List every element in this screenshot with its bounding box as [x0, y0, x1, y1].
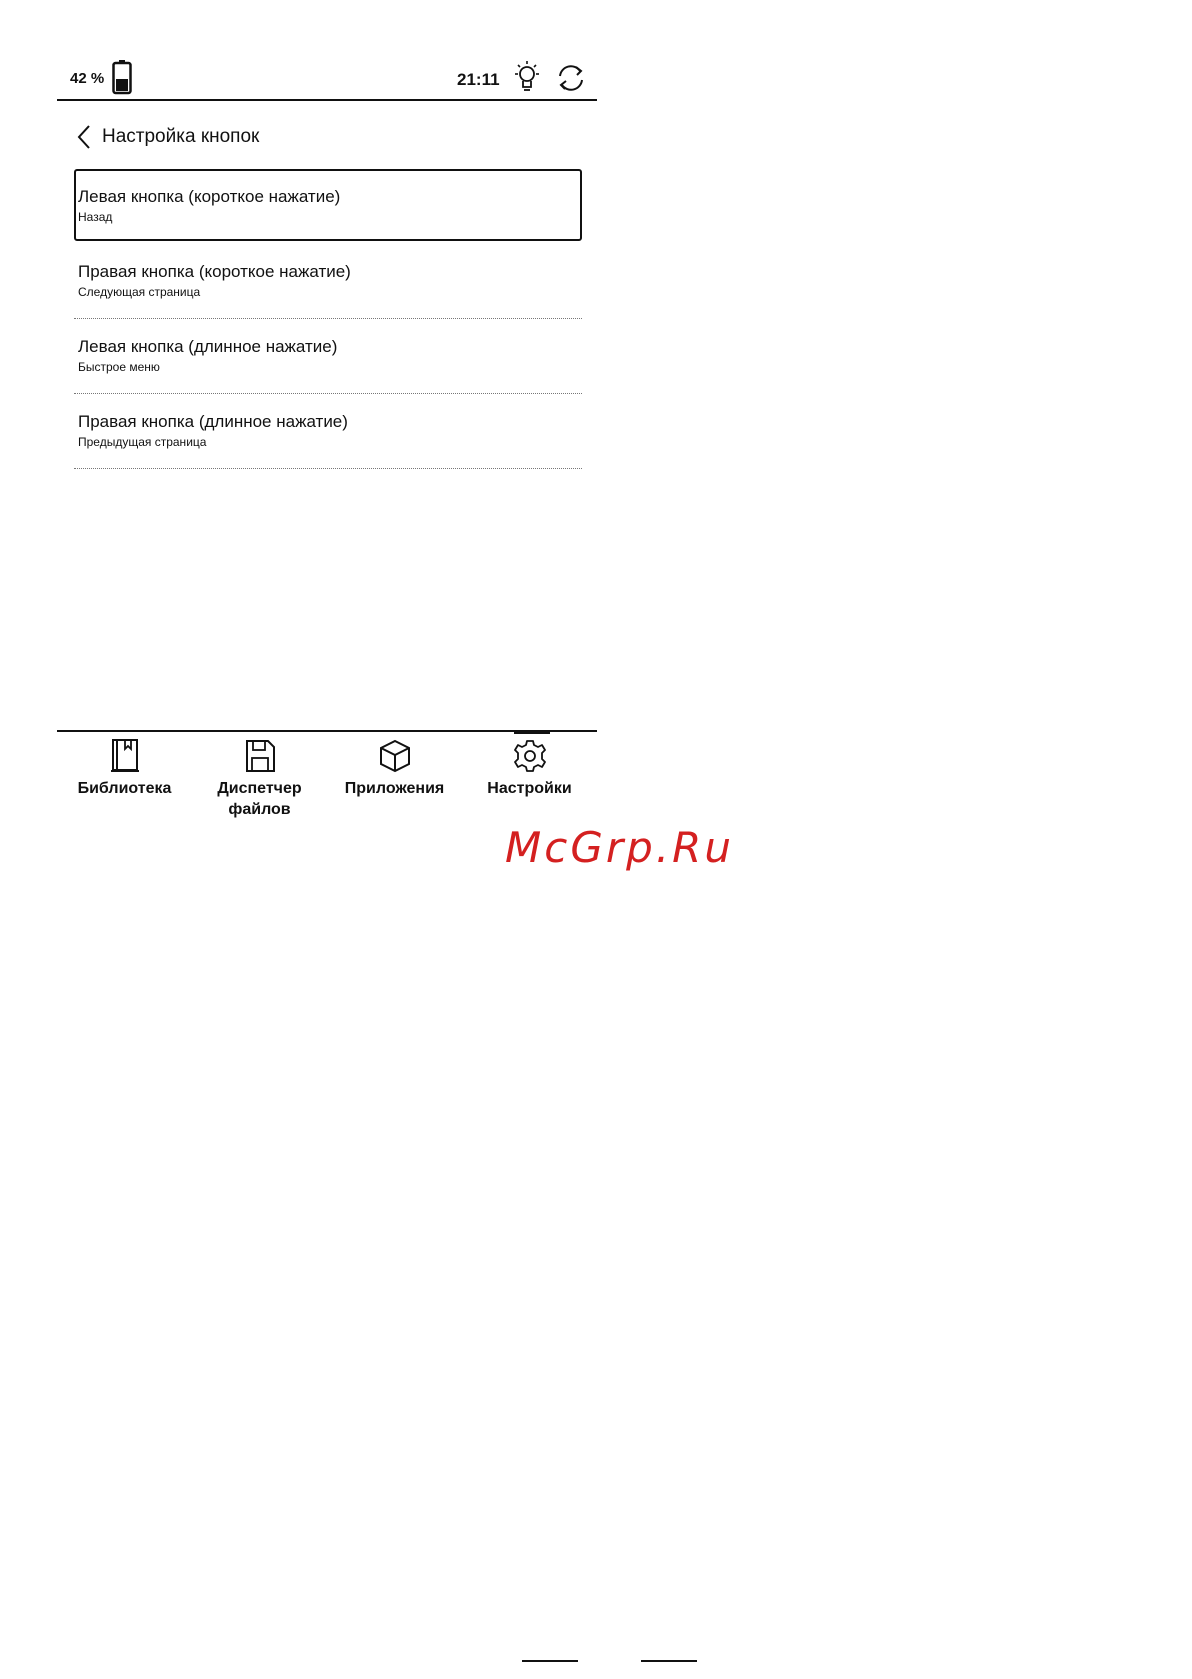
- list-item-value: Предыдущая страница: [78, 435, 207, 449]
- status-divider: [57, 99, 597, 101]
- nav-label: Диспетчер файлов: [217, 780, 302, 818]
- sync-icon[interactable]: [555, 62, 587, 94]
- list-item-right-short-press[interactable]: [74, 244, 582, 319]
- list-item-value: Следующая страница: [78, 285, 201, 299]
- gear-icon: [513, 738, 547, 774]
- list-item-right-long-press[interactable]: [74, 394, 582, 469]
- nav-active-indicator: [514, 730, 550, 734]
- footer-rule: [641, 1660, 697, 1662]
- nav-label: Настройки: [487, 780, 572, 797]
- footer-rule: [522, 1660, 578, 1662]
- floppy-disk-icon: [243, 738, 277, 774]
- nav-label: Приложения: [344, 780, 445, 797]
- back-button[interactable]: [76, 122, 476, 152]
- settings-list: [74, 169, 582, 469]
- cube-icon: [378, 738, 412, 774]
- nav-item-settings[interactable]: [462, 736, 597, 826]
- status-bar: [57, 56, 597, 100]
- nav-item-apps[interactable]: [327, 736, 462, 826]
- list-item-left-short-press[interactable]: [74, 169, 582, 241]
- page-title: Настройка кнопок: [102, 126, 260, 147]
- list-item-left-long-press[interactable]: [74, 319, 582, 394]
- list-item-value: Назад: [78, 210, 113, 224]
- clock: 21:11: [457, 70, 500, 89]
- list-item-value: Быстрое меню: [78, 360, 160, 374]
- battery-percent: 42 %: [70, 70, 105, 87]
- list-item-title: Левая кнопка (длинное нажатие): [78, 337, 338, 356]
- list-item-title: Правая кнопка (короткое нажатие): [78, 262, 351, 281]
- nav-item-library[interactable]: [57, 736, 192, 826]
- book-icon: [108, 738, 142, 774]
- nav-item-file-manager[interactable]: [192, 736, 327, 826]
- light-bulb-icon[interactable]: [512, 60, 542, 94]
- chevron-left-icon: [76, 124, 94, 150]
- list-item-title: Левая кнопка (короткое нажатие): [78, 187, 341, 206]
- bottom-nav: [57, 736, 597, 826]
- battery-icon: [112, 59, 132, 95]
- watermark: McGrp.Ru: [505, 823, 734, 872]
- nav-label: Библиотека: [77, 780, 172, 797]
- list-item-title: Правая кнопка (длинное нажатие): [78, 412, 348, 431]
